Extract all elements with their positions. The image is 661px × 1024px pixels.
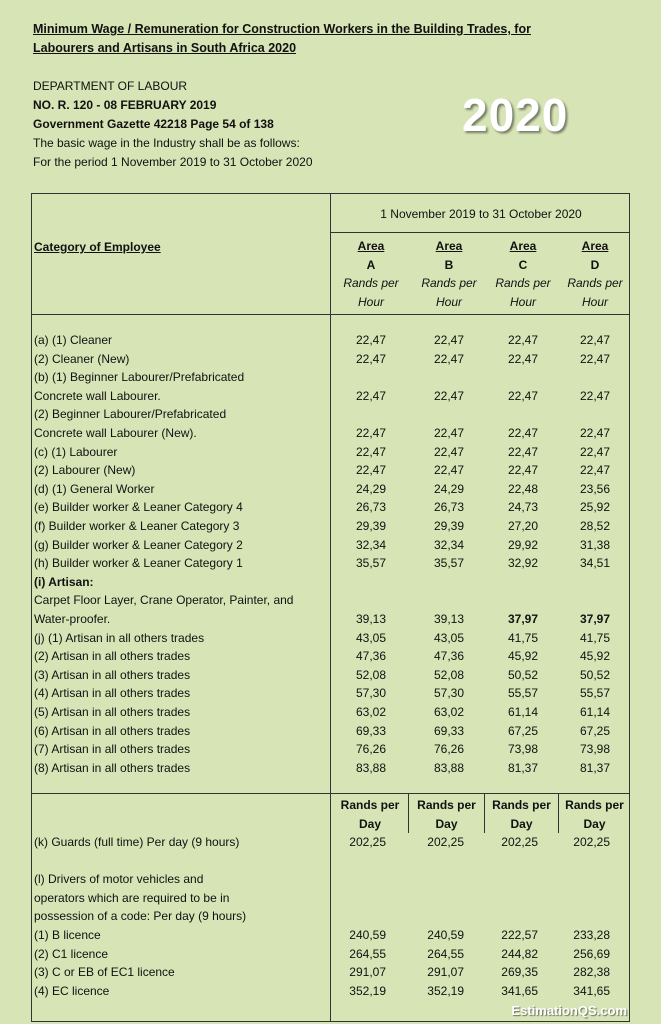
table-row (32, 740, 630, 759)
table-row (32, 536, 630, 555)
document-title-line1: Minimum Wage / Remuneration for Construction Workers in the Building Trades, for (33, 22, 531, 36)
day-unit-line1: Rands per (565, 798, 624, 812)
row-label: (d) (1) General Worker (34, 481, 155, 496)
rate-cell: 22,47 (355, 333, 386, 347)
rate-cell: 63,02 (355, 705, 386, 719)
table-row (32, 424, 630, 443)
table-row (32, 591, 630, 610)
rate-cell: 256,69 (573, 946, 610, 961)
rate-cell: 22,47 (433, 388, 464, 403)
rate-cell: 27,20 (507, 519, 538, 533)
rate-cell: 22,47 (579, 463, 610, 478)
day-unit-line2: Day (435, 816, 458, 831)
rate-cell: 22,47 (355, 351, 386, 366)
day-unit-line2: Day (510, 816, 533, 831)
rate-cell: 22,47 (507, 444, 538, 459)
rate-cell: 291,07 (427, 965, 464, 980)
rate-cell: 81,37 (579, 760, 610, 775)
rate-cell: 264,55 (349, 946, 386, 961)
rate-cell: 32,92 (507, 556, 538, 571)
table-row (32, 629, 630, 648)
rate-cell: 61,14 (507, 705, 538, 719)
rate-cell: 22,47 (507, 463, 538, 478)
rate-cell: 45,92 (579, 649, 610, 664)
rate-cell: 29,92 (507, 537, 538, 552)
rate-cell: 39,13 (433, 612, 464, 626)
area-b-header (410, 237, 488, 311)
rate-cell: 22,47 (507, 351, 538, 366)
header-divider (32, 314, 630, 315)
rate-cell: 29,39 (355, 519, 386, 533)
row-label: (l) Drivers of motor vehicles and (34, 872, 204, 887)
rate-cell: 43,05 (355, 630, 386, 645)
rate-cell: 83,88 (355, 760, 386, 775)
rate-cell: 240,59 (349, 928, 386, 942)
rate-cell: 352,19 (427, 983, 464, 998)
rate-cell: 244,82 (501, 946, 538, 961)
table-row (32, 852, 630, 871)
rate-cell: 233,28 (573, 928, 610, 942)
row-label: Carpet Floor Layer, Crane Operator, Painter, and (34, 593, 294, 608)
rate-cell: 22,47 (507, 333, 538, 347)
rate-cell: 352,19 (349, 983, 386, 998)
rate-cell: 24,29 (355, 481, 386, 496)
area-letter: A (366, 257, 376, 272)
rate-cell: 50,52 (507, 667, 538, 682)
rate-cell: 69,33 (433, 723, 464, 738)
rate-cell: 22,47 (355, 388, 386, 403)
rate-cell: 32,34 (433, 537, 464, 552)
table-row (32, 331, 630, 350)
area-letter: B (444, 257, 454, 272)
rate-cell: 22,47 (433, 333, 464, 347)
wage-table (31, 193, 630, 1022)
gazette-reference: Government Gazette 42218 Page 54 of 138 (33, 117, 274, 131)
rate-cell: 67,25 (579, 723, 610, 738)
area-label: Area (581, 239, 609, 253)
rate-cell: 37,97 (579, 612, 610, 626)
table-row (32, 443, 630, 462)
rate-cell: 50,52 (579, 667, 610, 682)
row-label: (3) Artisan in all others trades (34, 667, 191, 682)
year-badge: 2020 (462, 89, 569, 141)
row-label: (5) Artisan in all others trades (34, 705, 191, 719)
table-row (32, 480, 630, 499)
row-label: (7) Artisan in all others trades (34, 742, 191, 757)
rate-cell: 47,36 (433, 649, 464, 664)
rate-cell: 37,97 (507, 612, 538, 626)
rate-cell: 22,47 (433, 463, 464, 478)
rate-cell: 52,08 (433, 667, 464, 682)
rate-cell: 43,05 (433, 630, 464, 645)
rate-cell: 24,29 (433, 481, 464, 496)
table-row (32, 350, 630, 369)
area-label: Area (509, 239, 537, 253)
area-letter: C (518, 257, 528, 272)
rate-cell: 22,47 (355, 463, 386, 478)
table-row (32, 610, 630, 629)
notice-number: NO. R. 120 - 08 FEBRUARY 2019 (33, 98, 217, 112)
rate-cell: 69,33 (355, 723, 386, 738)
rate-cell: 22,47 (579, 388, 610, 403)
table-row (32, 368, 630, 387)
rate-cell: 26,73 (355, 500, 386, 515)
rate-cell: 291,07 (349, 965, 386, 980)
row-label: Concrete wall Labourer (New). (34, 426, 197, 440)
rate-cell: 22,47 (507, 426, 538, 440)
table-row (32, 963, 630, 982)
day-unit-b (409, 796, 484, 833)
table-row (32, 759, 630, 778)
rate-cell: 22,48 (507, 481, 538, 496)
row-label: (f) Builder worker & Leaner Category 3 (34, 519, 240, 533)
table-row (32, 647, 630, 666)
rate-cell: 32,34 (355, 537, 386, 552)
rate-cell: 35,57 (433, 556, 464, 571)
rate-cell: 222,57 (501, 928, 538, 942)
intro-text: The basic wage in the Industry shall be as follows: (33, 136, 300, 150)
rate-cell: 22,47 (355, 426, 386, 440)
table-row (32, 666, 630, 685)
rate-cell: 341,65 (501, 983, 538, 998)
table-row (32, 982, 630, 1001)
row-label: (h) Builder worker & Leaner Category 1 (34, 556, 243, 571)
rate-cell: 264,55 (427, 946, 464, 961)
table-row (32, 945, 630, 964)
rate-cell: 22,47 (433, 444, 464, 459)
table-row (32, 722, 630, 741)
day-unit-d (559, 796, 630, 833)
area-c-header (488, 237, 558, 311)
area-unit: Rands per (421, 276, 477, 291)
row-label: (a) (1) Cleaner (34, 333, 113, 347)
rate-cell: 76,26 (355, 742, 386, 757)
table-row (32, 554, 630, 573)
period-text: For the period 1 November 2019 to 31 October 2020 (33, 155, 313, 169)
row-label: (1) B licence (34, 928, 101, 942)
rate-cell: 76,26 (433, 742, 464, 757)
table-row (32, 387, 630, 406)
row-label: (4) Artisan in all others trades (34, 686, 191, 701)
rate-cell: 81,37 (507, 760, 538, 775)
row-label: (2) Artisan in all others trades (34, 649, 191, 664)
category-header: Category of Employee (34, 240, 161, 254)
rate-cell: 57,30 (433, 686, 464, 701)
rate-cell: 47,36 (355, 649, 386, 664)
area-unit: Rands per (343, 276, 399, 291)
rate-cell: 202,25 (573, 835, 610, 849)
row-label: (4) EC licence (34, 983, 110, 998)
row-label: (6) Artisan in all others trades (34, 723, 191, 738)
rate-cell: 25,92 (579, 500, 610, 515)
row-label: (2) C1 licence (34, 946, 109, 961)
area-label: Area (435, 239, 463, 253)
rate-cell: 26,73 (433, 500, 464, 515)
area-unit: Rands per (495, 276, 551, 291)
day-unit-a (332, 796, 408, 833)
day-unit-line1: Rands per (340, 798, 400, 812)
rate-cell: 31,38 (579, 537, 610, 552)
rate-cell: 22,47 (355, 444, 386, 459)
watermark: EstimationQS.com (511, 1003, 627, 1018)
row-label: (2) Cleaner (New) (34, 351, 130, 366)
row-label: (2) Labourer (New) (34, 463, 136, 478)
row-label: (i) Artisan: (34, 574, 94, 589)
rate-cell: 45,92 (507, 649, 538, 664)
period-header: 1 November 2019 to 31 October 2020 (380, 207, 582, 221)
area-unit-hour: Hour (581, 294, 608, 309)
area-unit-hour: Hour (509, 294, 536, 309)
day-unit-c (485, 796, 558, 833)
rate-cell: 282,38 (573, 965, 610, 980)
rate-cell: 67,25 (507, 723, 538, 738)
row-label: (j) (1) Artisan in all others trades (34, 630, 205, 645)
rate-cell: 240,59 (427, 928, 464, 942)
rate-cell: 73,98 (579, 742, 610, 757)
row-label: operators which are required to be in (34, 890, 230, 905)
rate-cell: 269,35 (501, 965, 538, 980)
section-divider (32, 793, 630, 794)
table-row (32, 926, 630, 945)
day-unit-line1: Rands per (492, 798, 551, 812)
area-unit-hour: Hour (435, 294, 462, 309)
rate-cell: 202,25 (501, 835, 538, 849)
row-label: (2) Beginner Labourer/Prefabricated (34, 407, 227, 422)
rate-cell: 35,57 (355, 556, 386, 571)
row-label: (3) C or EB of EC1 licence (34, 965, 175, 980)
table-row (32, 405, 630, 424)
row-label: possession of a code: Per day (9 hours) (34, 909, 247, 924)
row-label: (k) Guards (full time) Per day (9 hours) (34, 835, 240, 849)
rate-cell: 41,75 (507, 630, 538, 645)
rate-cell: 57,30 (355, 686, 386, 701)
rate-cell: 41,75 (579, 630, 610, 645)
rate-cell: 34,51 (579, 556, 610, 571)
rate-cell: 63,02 (433, 705, 464, 719)
table-row (32, 703, 630, 722)
rate-cell: 341,65 (573, 983, 610, 998)
rate-cell: 22,47 (579, 351, 610, 366)
rate-cell: 22,47 (579, 444, 610, 459)
day-unit-line2: Day (583, 816, 606, 831)
rate-cell: 55,57 (507, 686, 538, 701)
period-divider (330, 232, 630, 233)
row-label: (e) Builder worker & Leaner Category 4 (34, 500, 243, 515)
table-row (32, 573, 630, 592)
area-d-header (560, 237, 630, 311)
table-row (32, 517, 630, 536)
rate-cell: 29,39 (433, 519, 464, 533)
table-row (32, 889, 630, 908)
area-unit: Rands per (567, 276, 623, 291)
row-label: Water-proofer. (34, 612, 111, 626)
rate-cell: 39,13 (355, 612, 386, 626)
area-a-header (332, 237, 410, 311)
table-row (32, 907, 630, 926)
table-row (32, 461, 630, 480)
area-label: Area (357, 239, 385, 253)
rate-cell: 202,25 (427, 835, 464, 849)
row-label: Concrete wall Labourer. (34, 388, 161, 403)
area-letter: D (590, 257, 600, 272)
day-unit-line2: Day (358, 816, 381, 831)
department-name: DEPARTMENT OF LABOUR (33, 79, 188, 93)
rate-cell: 28,52 (579, 519, 610, 533)
row-label: (c) (1) Labourer (34, 444, 118, 459)
rate-cell: 55,57 (579, 686, 610, 701)
rate-cell: 22,47 (579, 333, 610, 347)
row-label: (8) Artisan in all others trades (34, 760, 191, 775)
row-label: (g) Builder worker & Leaner Category 2 (34, 537, 243, 552)
rate-cell: 73,98 (507, 742, 538, 757)
rate-cell: 52,08 (355, 667, 386, 682)
table-row (32, 870, 630, 889)
rate-cell: 61,14 (579, 705, 610, 719)
table-row (32, 498, 630, 517)
rate-cell: 22,47 (433, 351, 464, 366)
rate-cell: 22,47 (579, 426, 610, 440)
table-row (32, 833, 630, 852)
rate-cell: 23,56 (579, 481, 610, 496)
table-row (32, 684, 630, 703)
day-unit-line1: Rands per (417, 798, 476, 812)
area-unit-hour: Hour (357, 294, 384, 309)
document-title-line2: Labourers and Artisans in South Africa 2020 (33, 41, 297, 55)
rate-cell: 22,47 (507, 388, 538, 403)
row-label: (b) (1) Beginner Labourer/Prefabricated (34, 370, 245, 385)
rate-cell: 24,73 (507, 500, 538, 515)
rate-cell: 83,88 (433, 760, 464, 775)
rate-cell: 22,47 (433, 426, 464, 440)
rate-cell: 202,25 (349, 835, 386, 849)
